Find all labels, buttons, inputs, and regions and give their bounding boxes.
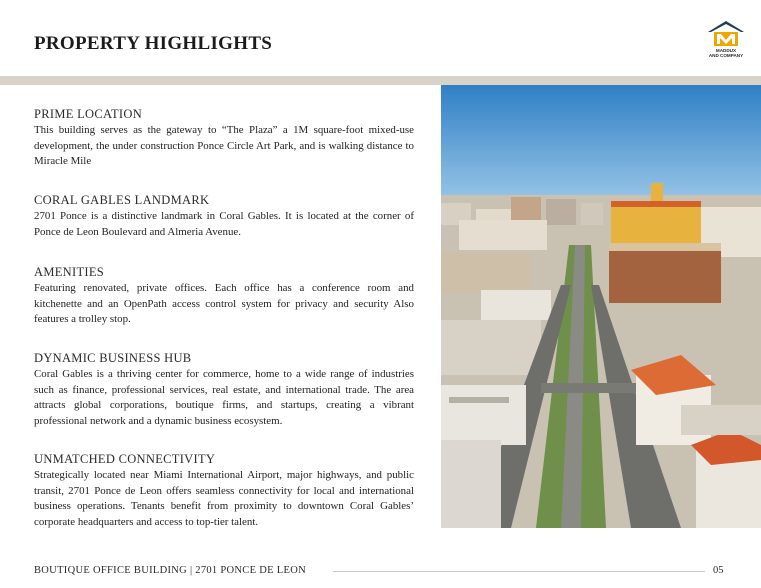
footer-divider	[333, 571, 705, 572]
section-coral-gables-landmark	[34, 193, 414, 240]
page-title: PROPERTY HIGHLIGHTS	[34, 33, 273, 54]
section-heading: PRIME LOCATION	[34, 107, 143, 121]
section-body: Coral Gables is a thriving center for commerce, home to a wide range of industries such as finance, professional services, real estate, and international trade. The area attracts global corporations, boutique firms, and startups, creating a vibrant professional network and a dynamic business ecosystem.	[34, 368, 414, 427]
section-body: Strategically located near Miami International Airport, major highways, and public transit, 2701 Ponce de Leon offers seamless connectivity for local and international business operations. Tenants benefit from proximity to downtown Coral Gables’ corporate headquarters and access to top-tier talent.	[34, 469, 414, 528]
section-heading: AMENITIES	[34, 265, 105, 279]
section-heading: DYNAMIC BUSINESS HUB	[34, 351, 192, 365]
section-dynamic-business-hub	[34, 351, 414, 429]
logo-line-1: MADDUX	[715, 48, 737, 53]
section-body: 2701 Ponce is a distinctive landmark in Coral Gables. It is located at the corner of Ponce de Leon Boulevard and Almeria Avenue.	[34, 210, 414, 238]
section-heading: CORAL GABLES LANDMARK	[34, 193, 210, 207]
footer-title: BOUTIQUE OFFICE BUILDING | 2701 PONCE DE LEON	[34, 565, 306, 576]
section-body: Featuring renovated, private offices. Each office has a conference room and kitchenette and an OpenPath access control system for privacy and security Also features a trolley stop.	[34, 282, 414, 326]
section-amenities	[34, 265, 414, 328]
page-number: 05	[713, 565, 724, 576]
section-unmatched-connectivity	[34, 452, 414, 530]
logo-line-2: AND COMPANY	[708, 53, 744, 59]
section-prime-location	[34, 107, 414, 170]
section-body: This building serves as the gateway to “The Plaza” a 1M square-foot mixed-use development, the under construction Ponce Circle Art Park, and is walking distance to Miracle Mile	[34, 124, 414, 168]
header-band	[0, 76, 761, 85]
logo-wordmark	[700, 48, 752, 59]
aerial-city-photo	[441, 85, 761, 528]
section-heading: UNMATCHED CONNECTIVITY	[34, 452, 216, 466]
